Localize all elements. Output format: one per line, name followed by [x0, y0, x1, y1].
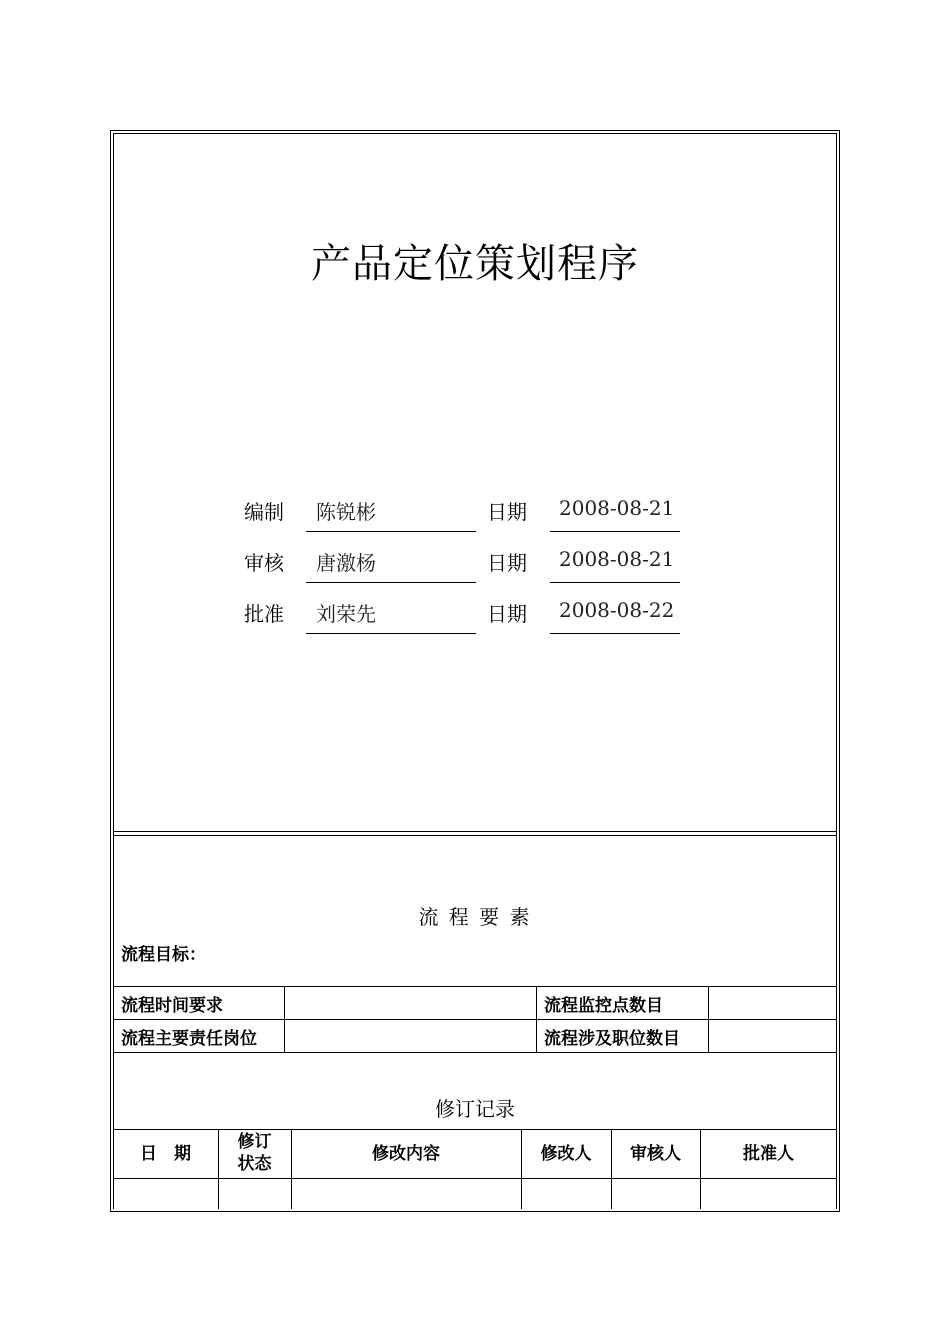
table-rule: [708, 986, 709, 1052]
table-rule: [611, 1129, 612, 1209]
revision-heading: 修订记录: [435, 1097, 515, 1121]
section-divider: [113, 835, 837, 836]
table-rule: [113, 1019, 837, 1020]
date-line: [550, 633, 680, 634]
time-requirement-label: 流程时间要求: [121, 996, 223, 1016]
date-label-approved: 日期: [487, 602, 527, 626]
table-rule: [700, 1129, 701, 1209]
name-prepared: 陈锐彬: [316, 500, 376, 524]
revision-col-approver: 批准人: [743, 1144, 794, 1164]
date-line: [550, 582, 680, 583]
main-role-label: 流程主要责任岗位: [121, 1029, 257, 1049]
revision-col-modifier: 修改人: [540, 1144, 592, 1164]
name-reviewed: 唐激杨: [316, 551, 376, 575]
table-rule: [113, 1052, 837, 1053]
table-rule: [113, 1178, 837, 1179]
signature-line: [306, 531, 476, 532]
role-label-reviewed: 审核: [244, 551, 284, 575]
table-rule: [284, 986, 285, 1052]
role-label-prepared: 编制: [244, 500, 284, 524]
signature-line: [306, 633, 476, 634]
date-approved: 2008-08-22: [559, 598, 675, 622]
date-reviewed: 2008-08-21: [559, 547, 675, 571]
document-title: 产品定位策划程序: [311, 241, 639, 287]
table-rule: [521, 1129, 522, 1209]
monitor-points-label: 流程监控点数目: [544, 996, 663, 1016]
process-goal-label: 流程目标：: [121, 945, 206, 965]
role-label-approved: 批准: [244, 602, 284, 626]
revision-col-date: 日 期: [140, 1144, 191, 1164]
date-line: [550, 531, 680, 532]
table-rule: [291, 1129, 292, 1209]
table-rule: [536, 986, 537, 1052]
table-rule: [113, 1129, 837, 1130]
name-approved: 刘荣先: [316, 602, 376, 626]
signature-line: [306, 582, 476, 583]
revision-col-content: 修改内容: [372, 1144, 440, 1164]
date-label-prepared: 日期: [487, 500, 527, 524]
date-label-reviewed: 日期: [487, 551, 527, 575]
revision-col-status: 修订 状态: [237, 1132, 272, 1174]
section-divider: [113, 831, 837, 832]
process-elements-heading: 流 程 要 素: [418, 905, 532, 929]
positions-count-label: 流程涉及职位数目: [544, 1029, 680, 1049]
date-prepared: 2008-08-21: [559, 496, 675, 520]
revision-col-reviewer: 审核人: [630, 1144, 681, 1164]
table-rule: [113, 986, 837, 987]
